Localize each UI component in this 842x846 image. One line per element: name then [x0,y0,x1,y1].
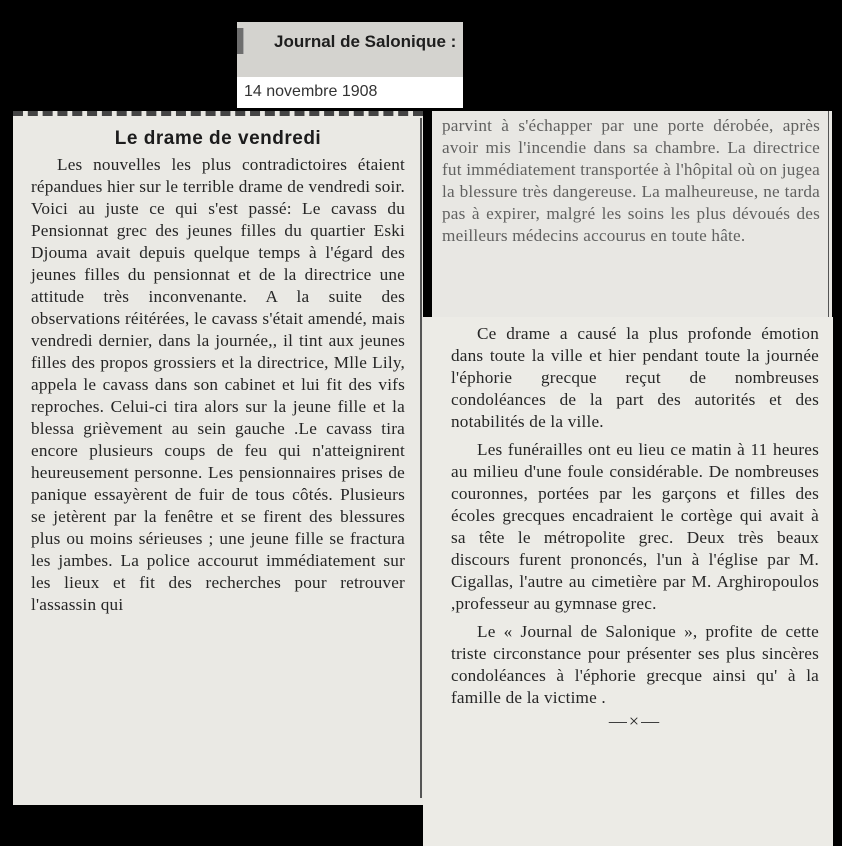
article-separator: —×— [608,711,662,731]
left-column-text: Les nouvelles les plus contradictoires étaient répandues hier sur le terrible drame de vendredi soir. Voici au juste ce qui s'est passé: Le cavass du Pensionnat grec des jeunes filles du quartier Eski Djouma avait depuis quelque temps à l'égard des jeunes filles du pensionnat et de la directrice une attitude très inconvenante. A la suite des observations réitérées, le cavass s'était amendé, mais vendredi dernier, dans la journée,, il tint aux jeunes filles des propos grossiers et la directrice, Mlle Lily, appela le cavass dans son cabinet et lui fit des vifs reproches. Celui-ci tira alors sur la jeune fille et la blessa grièvement au sein gauche .Le cavass tira encore plusieurs coups de feu qui n'atteignirent heureusement personne. Les pensionnaires prises de panique essayèrent de fuir de tous côtés. Plusieurs se jetèrent par la fenêtre et se firent des blessures plus ou moins sérieuses ; une jeune fille se fractura les jambes. La police accourut immédiatement sur les lieux et fit des recherches pour retrouver l'assassin qui [31,155,405,614]
right-top-text: parvint à s'échapper par une porte dérobée, après avoir mis l'incendie dans sa chambre. La directrice fut immédiatement transportée à l'hôpital où on jugea la blessure très dangereuse. La malheureuse, ne tarda pas à expirer, malgré les soins les plus dévoués des meilleurs médecins accourus en toute hâte. [442,116,820,245]
article-headline: Le drame de vendredi [114,128,322,149]
column-rule-left [420,118,422,798]
clipping-right-bottom [423,317,833,846]
right-paragraph-2: Les funérailles ont eu lieu ce matin à 11 heures au milieu d'une foule considérable. De nombreuses couronnes, portées par les garçons et filles des écoles grecques encadraient le cortège qui avait à sa tête le métropolite grec. Deux très beaux discours furent prononcés, l'un à l'église par M. Cigallas, l'autre au cimetière par M. Arghiropoulos ,professeur au gymnase grec. [451,440,819,613]
clipping-left-column [13,111,423,805]
bookmark-icon [237,28,244,54]
date-tag [237,77,463,108]
journal-title: Journal de Salonique : [274,32,457,51]
right-paragraph-1: Ce drame a causé la plus profonde émotion dans toute la ville et hier pendant toute la journée l'éphorie grecque reçut de nombreuses condoléances de la part des autorités et des notabilités de la ville. [451,324,819,431]
clipping-right-top [432,111,832,317]
right-paragraph-3: Le « Journal de Salonique », profite de cette triste circonstance pour présenter ses plus sincères condoléances à l'éphorie grecque ainsi qu' à la famille de la victime . [451,622,819,707]
column-rule-right [828,111,829,317]
publication-date: 14 novembre 1908 [244,83,378,100]
journal-title-tag [237,22,463,77]
